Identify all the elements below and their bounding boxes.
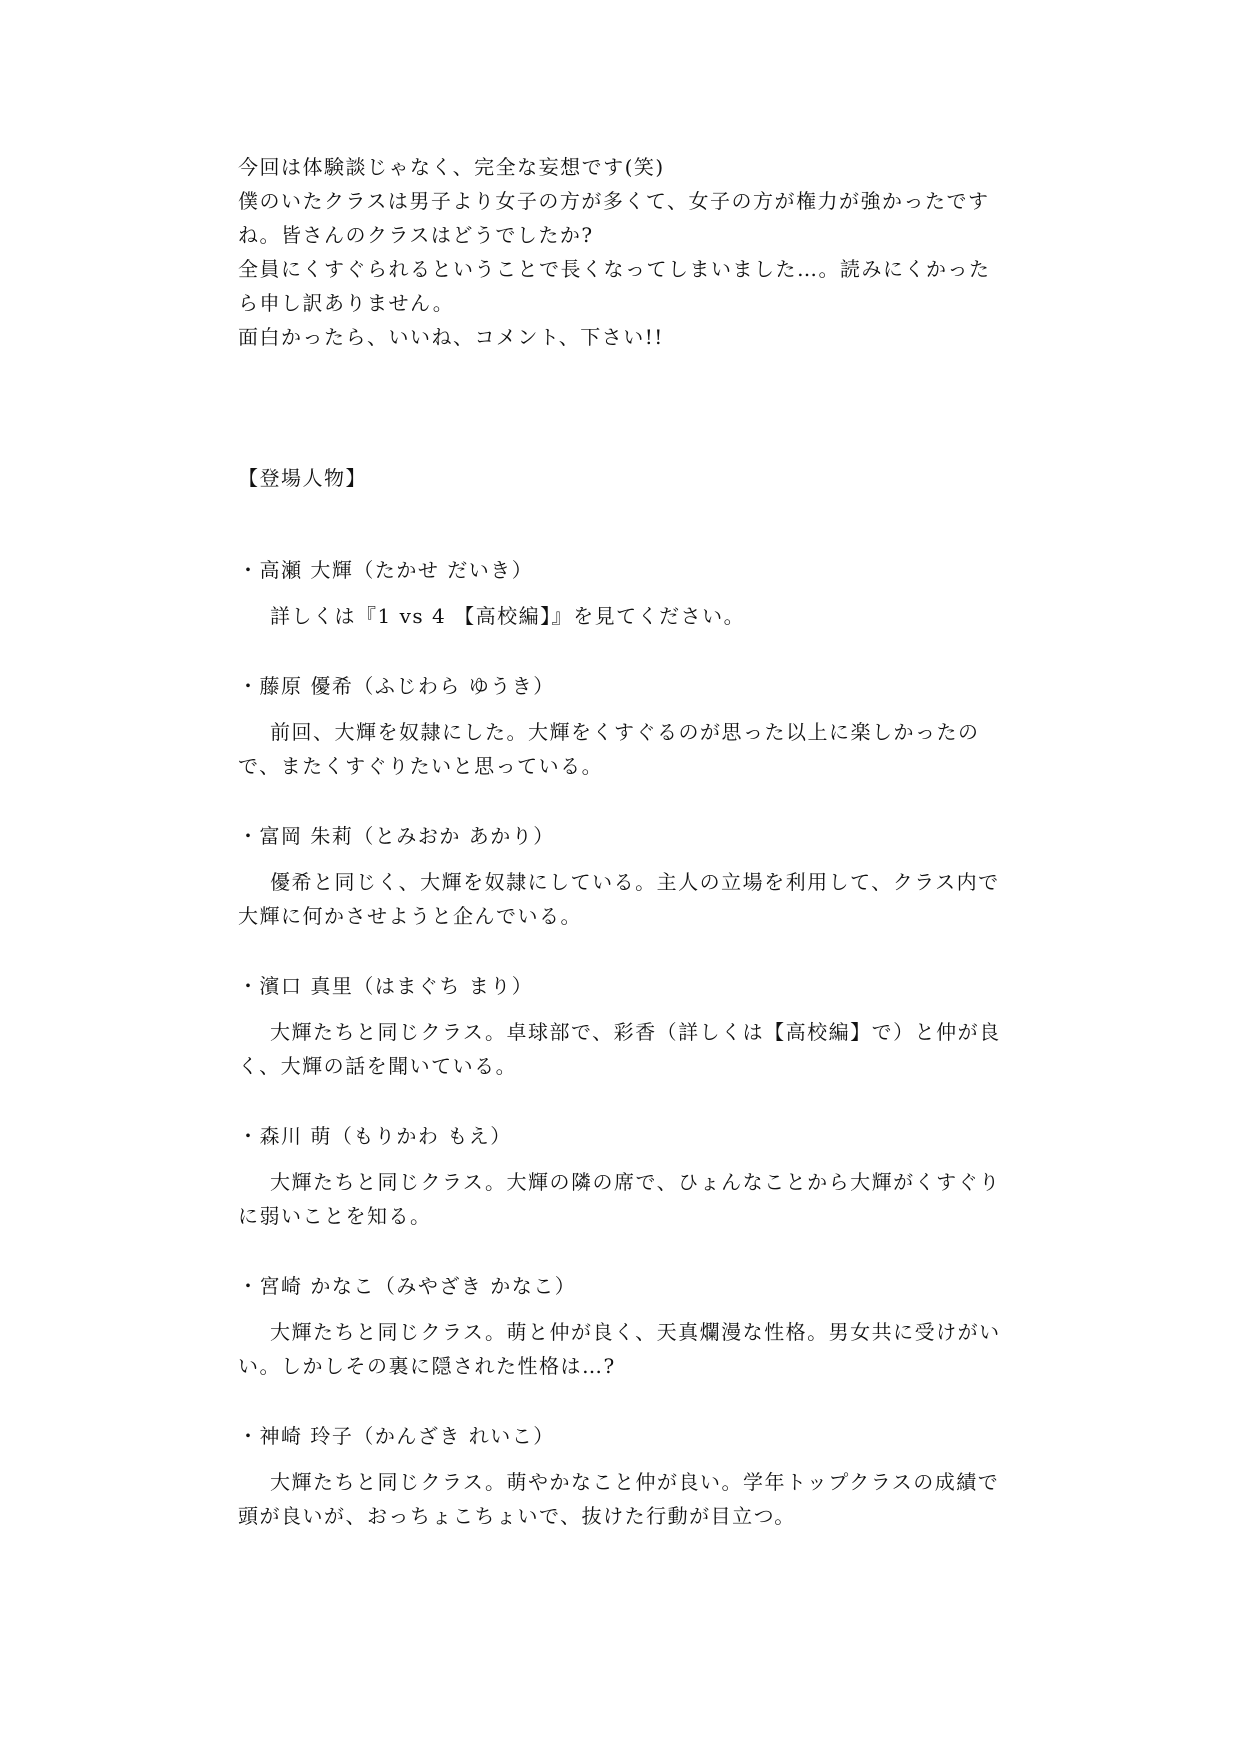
character-entry — [238, 819, 1008, 933]
character-name: ・富岡 朱莉（とみおか あかり） — [238, 824, 555, 848]
character-entry — [238, 553, 1008, 633]
intro-line: 全員にくすぐられるということで長くなってしまいました…。読みにくかったら申し訳ありません。 — [238, 257, 991, 315]
character-name: ・神崎 玲子（かんざき れいこ） — [238, 1424, 555, 1448]
character-description: 大輝たちと同じクラス。萌と仲が良く、天真爛漫な性格。男女共に受けがいい。しかしその裏に隠された性格は…? — [238, 1320, 1001, 1378]
character-description: 大輝たちと同じクラス。卓球部で、彩香（詳しくは【高校編】で）と仲が良く、大輝の話を聞いている。 — [238, 1020, 1001, 1078]
character-name: ・高瀬 大輝（たかせ だいき） — [238, 558, 534, 582]
character-description: 詳しくは『1 vs 4 【高校編】』を見てください。 — [270, 604, 746, 628]
intro-section — [238, 150, 1008, 354]
section-title: 【登場人物】 — [238, 466, 367, 490]
intro-line: 面白かったら、いいね、コメント、下さい!! — [238, 325, 664, 349]
character-entry — [238, 669, 1008, 783]
character-name: ・濱口 真里（はまぐち まり） — [238, 974, 534, 998]
character-name: ・藤原 優希（ふじわら ゆうき） — [238, 674, 555, 698]
character-description: 前回、大輝を奴隷にした。大輝をくすぐるのが思った以上に楽しかったので、またくすぐりたいと思っている。 — [238, 720, 980, 778]
document-page — [238, 150, 1008, 1533]
character-entry — [238, 969, 1008, 1083]
character-description: 大輝たちと同じクラス。大輝の隣の席で、ひょんなことから大輝がくすぐりに弱いことを知る。 — [238, 1170, 1001, 1228]
character-name: ・宮崎 かなこ（みやざき かなこ） — [238, 1274, 577, 1298]
character-description: 優希と同じく、大輝を奴隷にしている。主人の立場を利用して、クラス内で大輝に何かさせようと企んでいる。 — [238, 870, 1000, 928]
character-name: ・森川 萌（もりかわ もえ） — [238, 1124, 512, 1148]
character-entry — [238, 1269, 1008, 1383]
character-description: 大輝たちと同じクラス。萌やかなこと仲が良い。学年トップクラスの成績で頭が良いが、おっちょこちょいで、抜けた行動が目立つ。 — [238, 1470, 1000, 1528]
character-entry — [238, 1119, 1008, 1233]
character-entry — [238, 1419, 1008, 1533]
intro-line: 今回は体験談じゃなく、完全な妄想です(笑) — [238, 155, 665, 179]
intro-line: 僕のいたクラスは男子より女子の方が多くて、女子の方が権力が強かったですね。皆さんのクラスはどうでしたか? — [238, 189, 990, 247]
